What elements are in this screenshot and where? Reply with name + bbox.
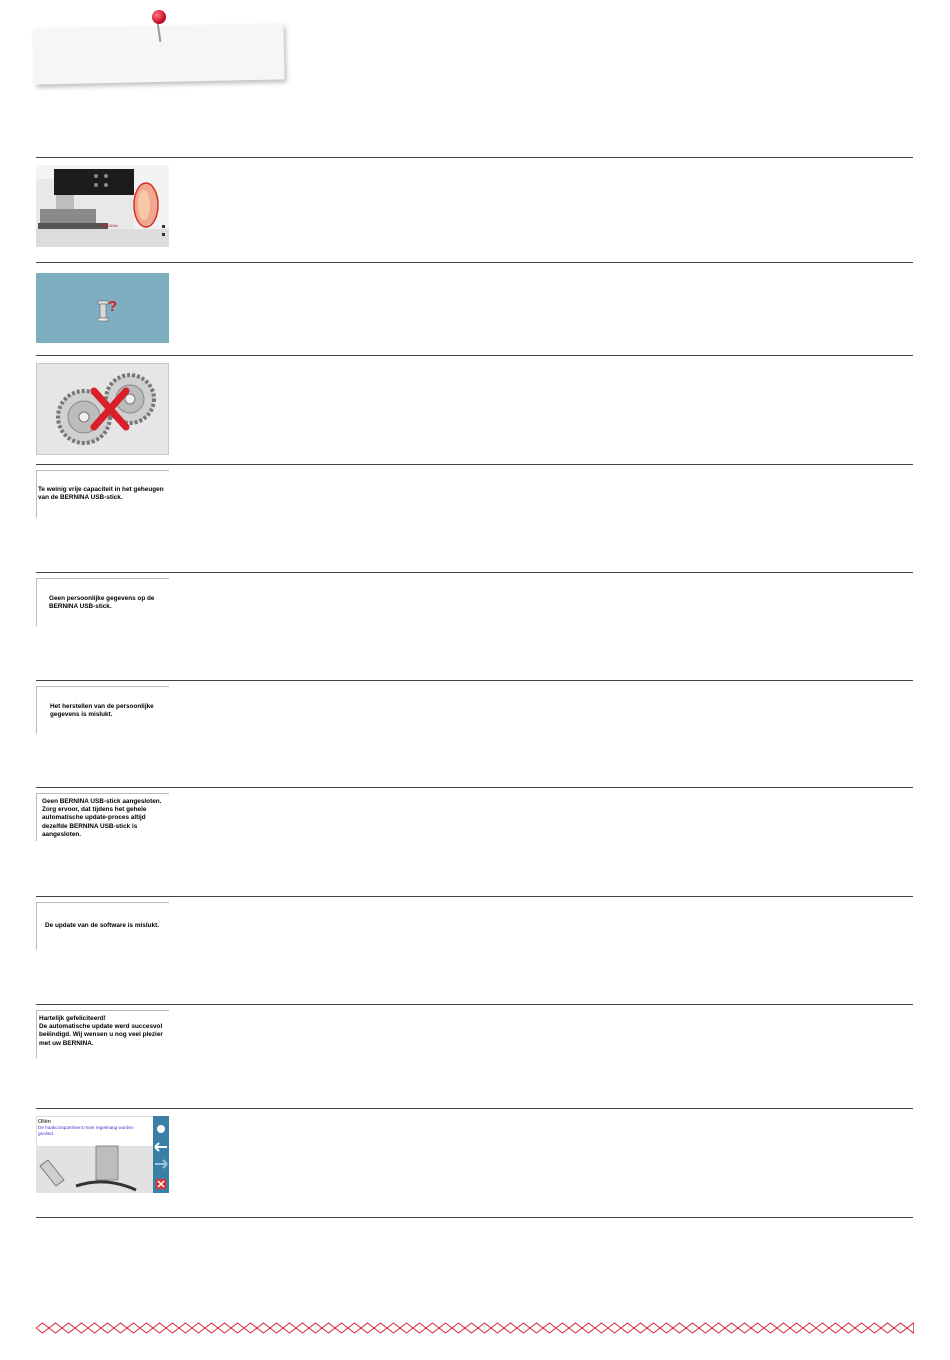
row-divider <box>36 1217 913 1218</box>
message-no-personal-data <box>36 578 169 626</box>
oil-screen-text: De haakcompartiment moet regelmatig worden geolied. <box>38 1125 134 1136</box>
message-text: Het herstellen van de persoonlijke gegevens is mislukt. <box>50 703 154 719</box>
row-divider <box>36 262 913 263</box>
svg-text:?: ? <box>108 298 118 315</box>
oil-screen <box>36 1116 169 1193</box>
message-text: Hartelijk gefeliciteerd! De automatische update werd succesvol beëindigd. Wij wensen u nog veel plezier met uw BERNINA. <box>39 1015 163 1047</box>
oil-screen-title: Oliën <box>38 1119 51 1125</box>
machine-thumbnail <box>36 165 169 247</box>
plus-icon[interactable] <box>157 1125 165 1133</box>
brand-label: BERNINA <box>100 223 118 228</box>
message-text: Geen BERNINA USB-stick aangesloten. Zorg ervoor, dat tijdens het gehele automatische update-proces altijd dezelfde BERNINA USB-stick is aangesloten. <box>42 798 162 838</box>
message-text: De update van de software is mislukt. <box>45 922 159 929</box>
pushpin-icon <box>152 10 166 24</box>
gears-error-panel <box>36 363 169 455</box>
row-divider <box>36 572 913 573</box>
message-update-failed <box>36 902 169 950</box>
row-divider <box>36 1108 913 1109</box>
row-divider <box>36 464 913 465</box>
message-text: Geen persoonlijke gegevens op de BERNINA USB-stick. <box>49 595 155 611</box>
message-no-usb <box>36 793 169 841</box>
message-text: Te weinig vrije capaciteit in het geheugen van de BERNINA USB-stick. <box>38 486 164 502</box>
row-divider <box>36 355 913 356</box>
row-divider <box>36 680 913 681</box>
thread-question-panel <box>36 273 169 343</box>
row-divider <box>36 896 913 897</box>
row-divider <box>36 787 913 788</box>
message-restore-failed <box>36 686 169 734</box>
message-low-capacity <box>36 470 169 518</box>
message-congrats <box>36 1010 169 1058</box>
row-divider <box>36 157 913 158</box>
row-divider <box>36 1004 913 1005</box>
footer-zigzag-border <box>36 1322 914 1334</box>
